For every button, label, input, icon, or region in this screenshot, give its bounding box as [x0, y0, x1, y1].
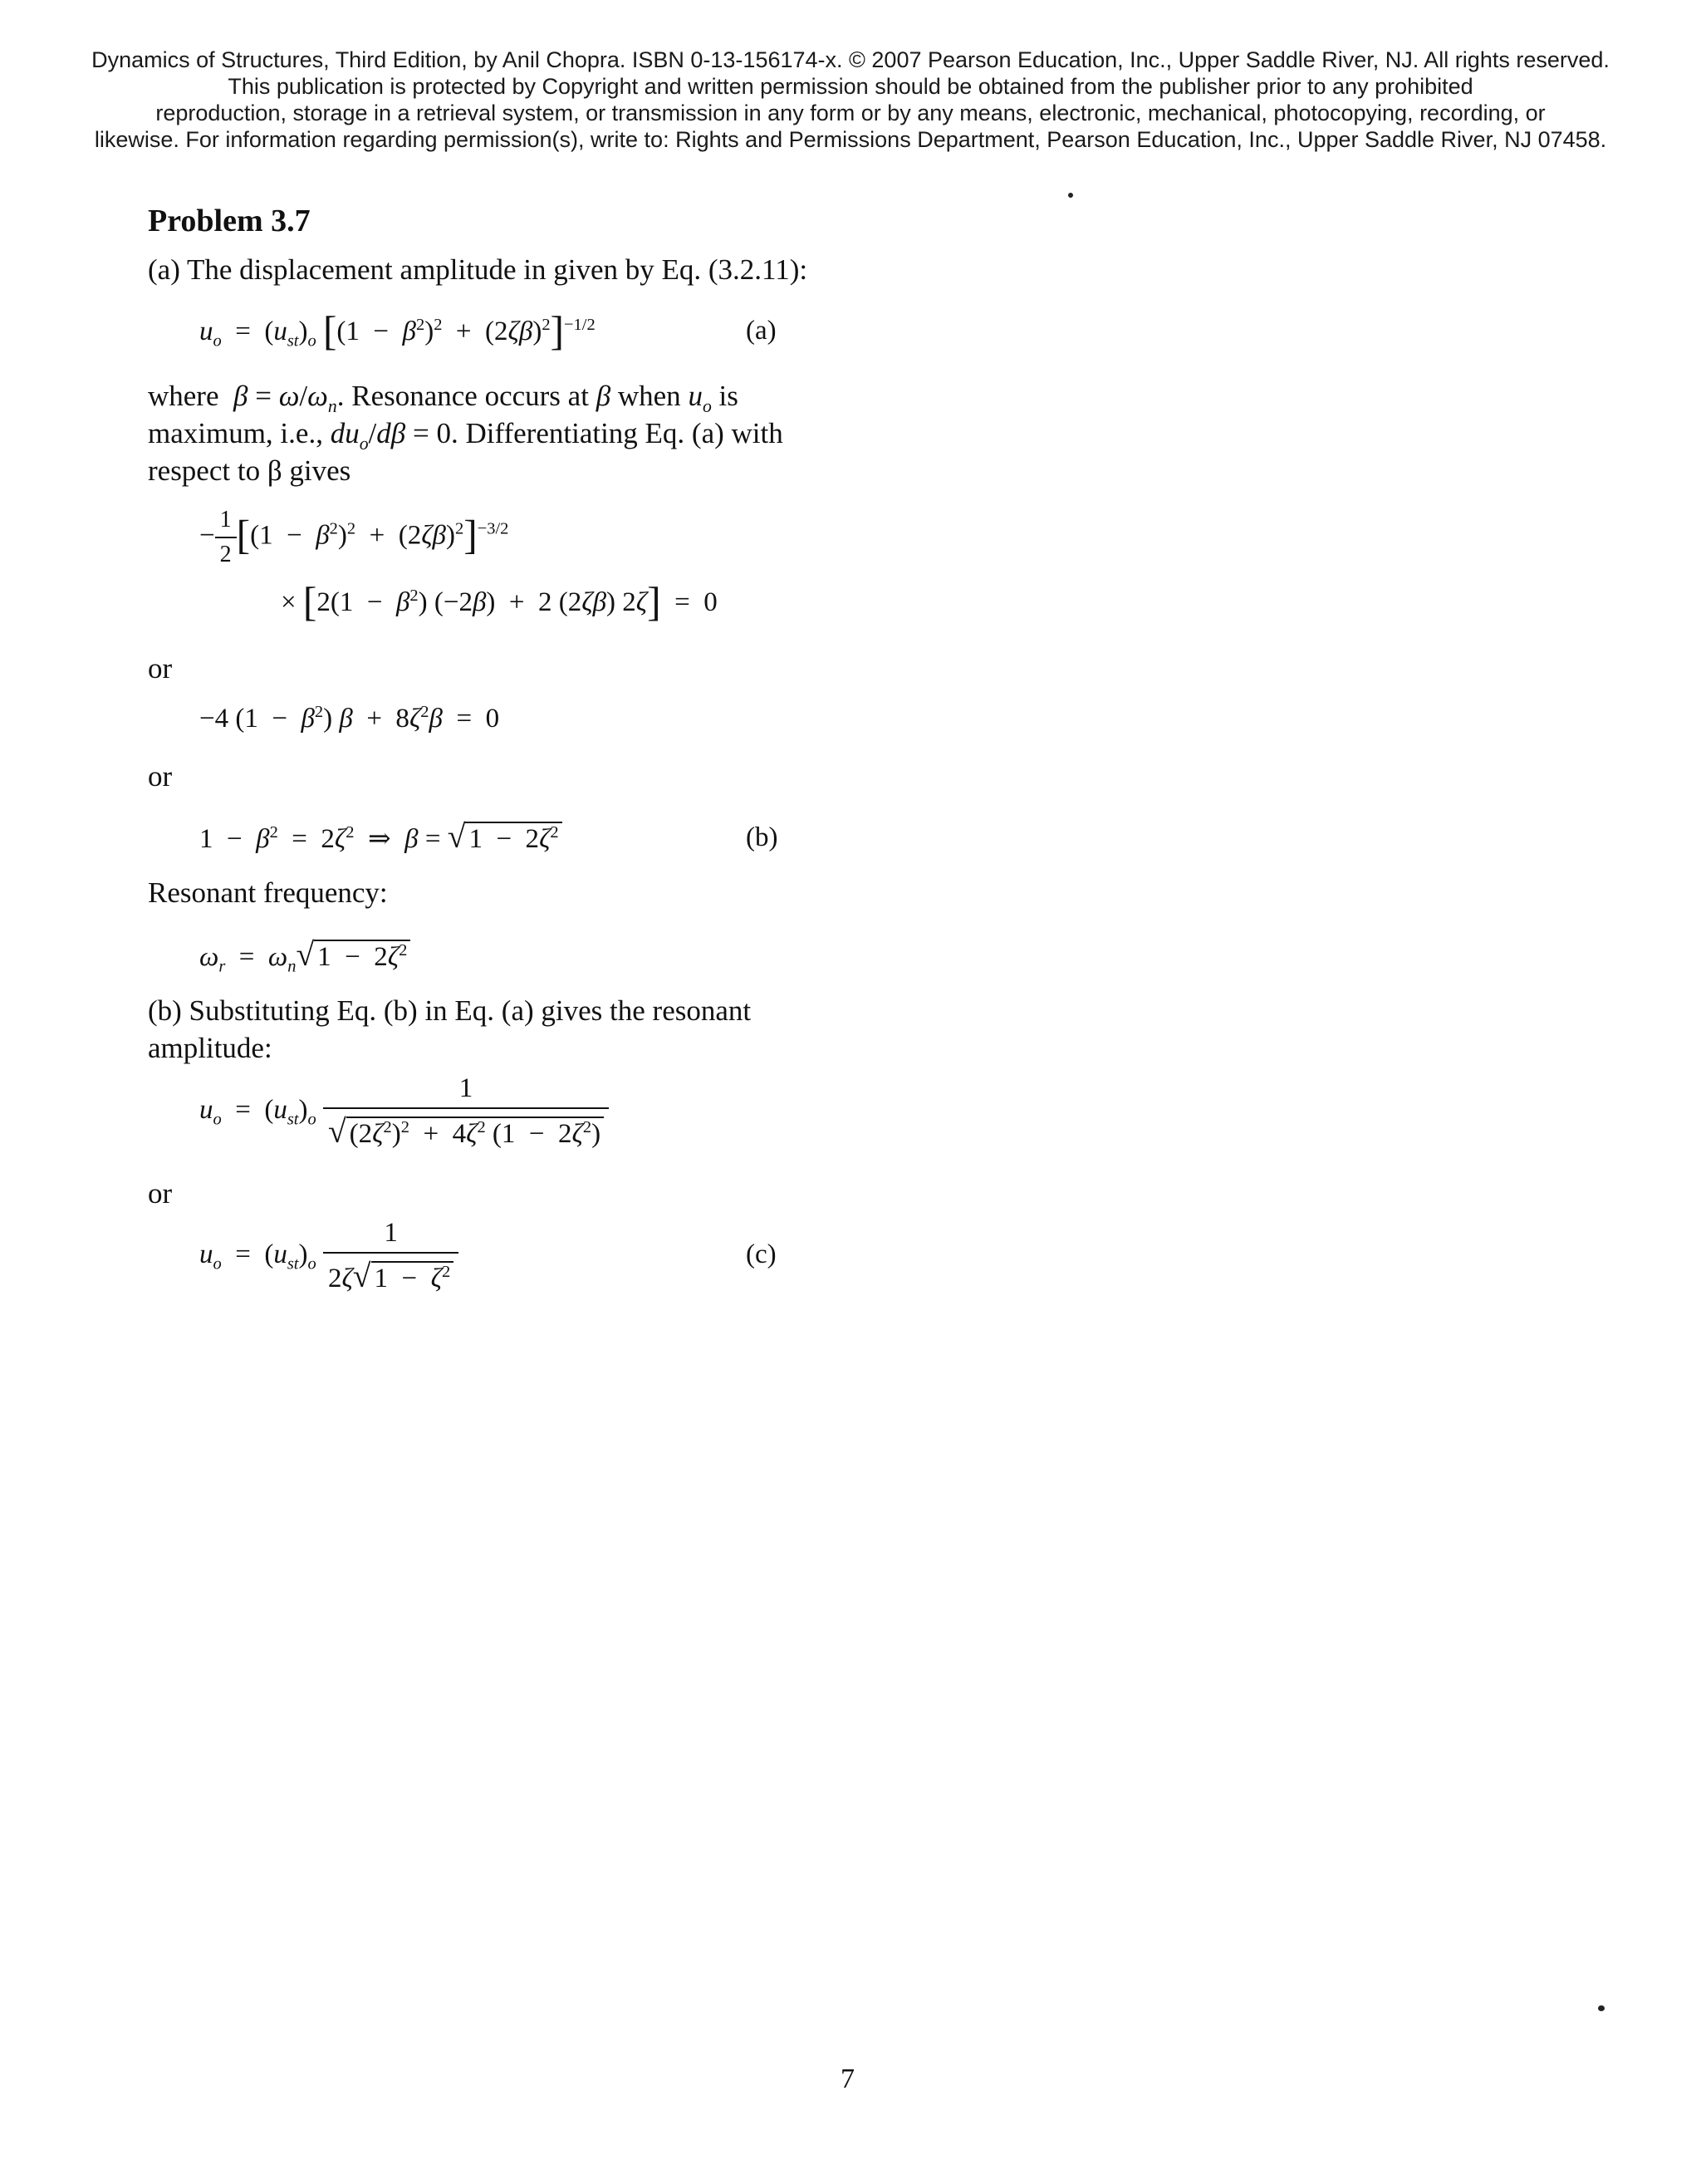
- equation-derivative: − $\frac{1}{2}$ $[(1 - \beta^2)^2 + (2\zeta\beta)^2]^{-3/2}$: [199, 507, 509, 567]
- connector-text: or: [148, 1177, 173, 1210]
- equation-a: $u_o = (u_{st})_o$ $[(1 - \beta^2)^2 + (2\zeta\beta)^2]^{-1/2}$: [199, 308, 596, 354]
- equation-c: $u_o = (u_{st})_o$ $\frac{1}{2\zeta√ 1 - \zeta^2}$: [199, 1218, 458, 1295]
- paragraph: where $\beta = \omega/\omega_n$. Resonance occurs at β when $u_o$ is: [148, 380, 738, 416]
- text: (b) Substituting Eq. (b) in Eq. (a) gives the resonant: [148, 994, 752, 1027]
- text: where: [148, 380, 219, 412]
- problem-title: Problem 3.7: [148, 204, 311, 238]
- text: . Differentiating Eq. (a) with: [450, 417, 783, 449]
- equation-label: (b): [746, 822, 778, 852]
- copyright-header: [0, 47, 1701, 153]
- paragraph: respect to β gives: [148, 454, 351, 487]
- paragraph: Resonant frequency:: [148, 876, 388, 909]
- header-line: reproduction, storage in a retrieval system, or transmission in any form or by any means, electronic, mechanical, photocopying, recording, or: [155, 101, 1546, 125]
- scan-speck: [1068, 193, 1073, 198]
- equation-derivative-2: × [$2(1 - \beta^2)$ (−2β) + 2 (2ζβ) 2ζ] = 0: [281, 579, 718, 625]
- header-line: This publication is protected by Copyright and written permission should be obtained from the publisher prior to any prohibited: [228, 74, 1473, 99]
- equation-resonant-amplitude: $u_o = (u_{st})_o$ $\frac{1}{√ (2\zeta^2)^2 + 4\zeta^2 (1 - 2\zeta^2)}$: [199, 1073, 609, 1151]
- equation-simplified: −4 $(1 - \beta^2)$ $\beta + 8\zeta^2\beta = 0$: [199, 703, 500, 734]
- equation-resonant-frequency: $\omega_r = \omega_n√$ $1 - 2\zeta^2$: [199, 935, 410, 977]
- text: amplitude:: [148, 1032, 272, 1064]
- equation-b: $1 - \beta^2 = 2\zeta^2$ ⇒ β = √ $1 - 2\zeta^2$: [199, 817, 562, 856]
- connector-text: or: [148, 652, 173, 685]
- intro-text: (a) The displacement amplitude in given by Eq. (3.2.11):: [148, 253, 808, 286]
- text: maximum, i.e.,: [148, 417, 323, 449]
- header-line: Dynamics of Structures, Third Edition, by Anil Chopra. ISBN 0-13-156174-x. © 2007 Pearson Education, Inc., Upper Saddle River, NJ. All rights reserved.: [91, 47, 1610, 72]
- text: . Resonance occurs at: [336, 380, 589, 412]
- equation-label: (a): [746, 316, 777, 346]
- paragraph: [148, 992, 829, 1067]
- page-number: 7: [841, 2064, 855, 2094]
- header-line: likewise. For information regarding permission(s), write to: Rights and Permissions Department, Pearson Education, Inc., Upper Saddle River, NJ 07458.: [94, 127, 1607, 152]
- paragraph: maximum, i.e., $du_o/d\beta = 0$. Differentiating Eq. (a) with: [148, 417, 783, 454]
- connector-text: or: [148, 760, 173, 793]
- equation-label: (c): [746, 1239, 777, 1269]
- text: is: [718, 380, 738, 412]
- text: when: [617, 380, 681, 412]
- scan-speck: [1598, 2005, 1605, 2011]
